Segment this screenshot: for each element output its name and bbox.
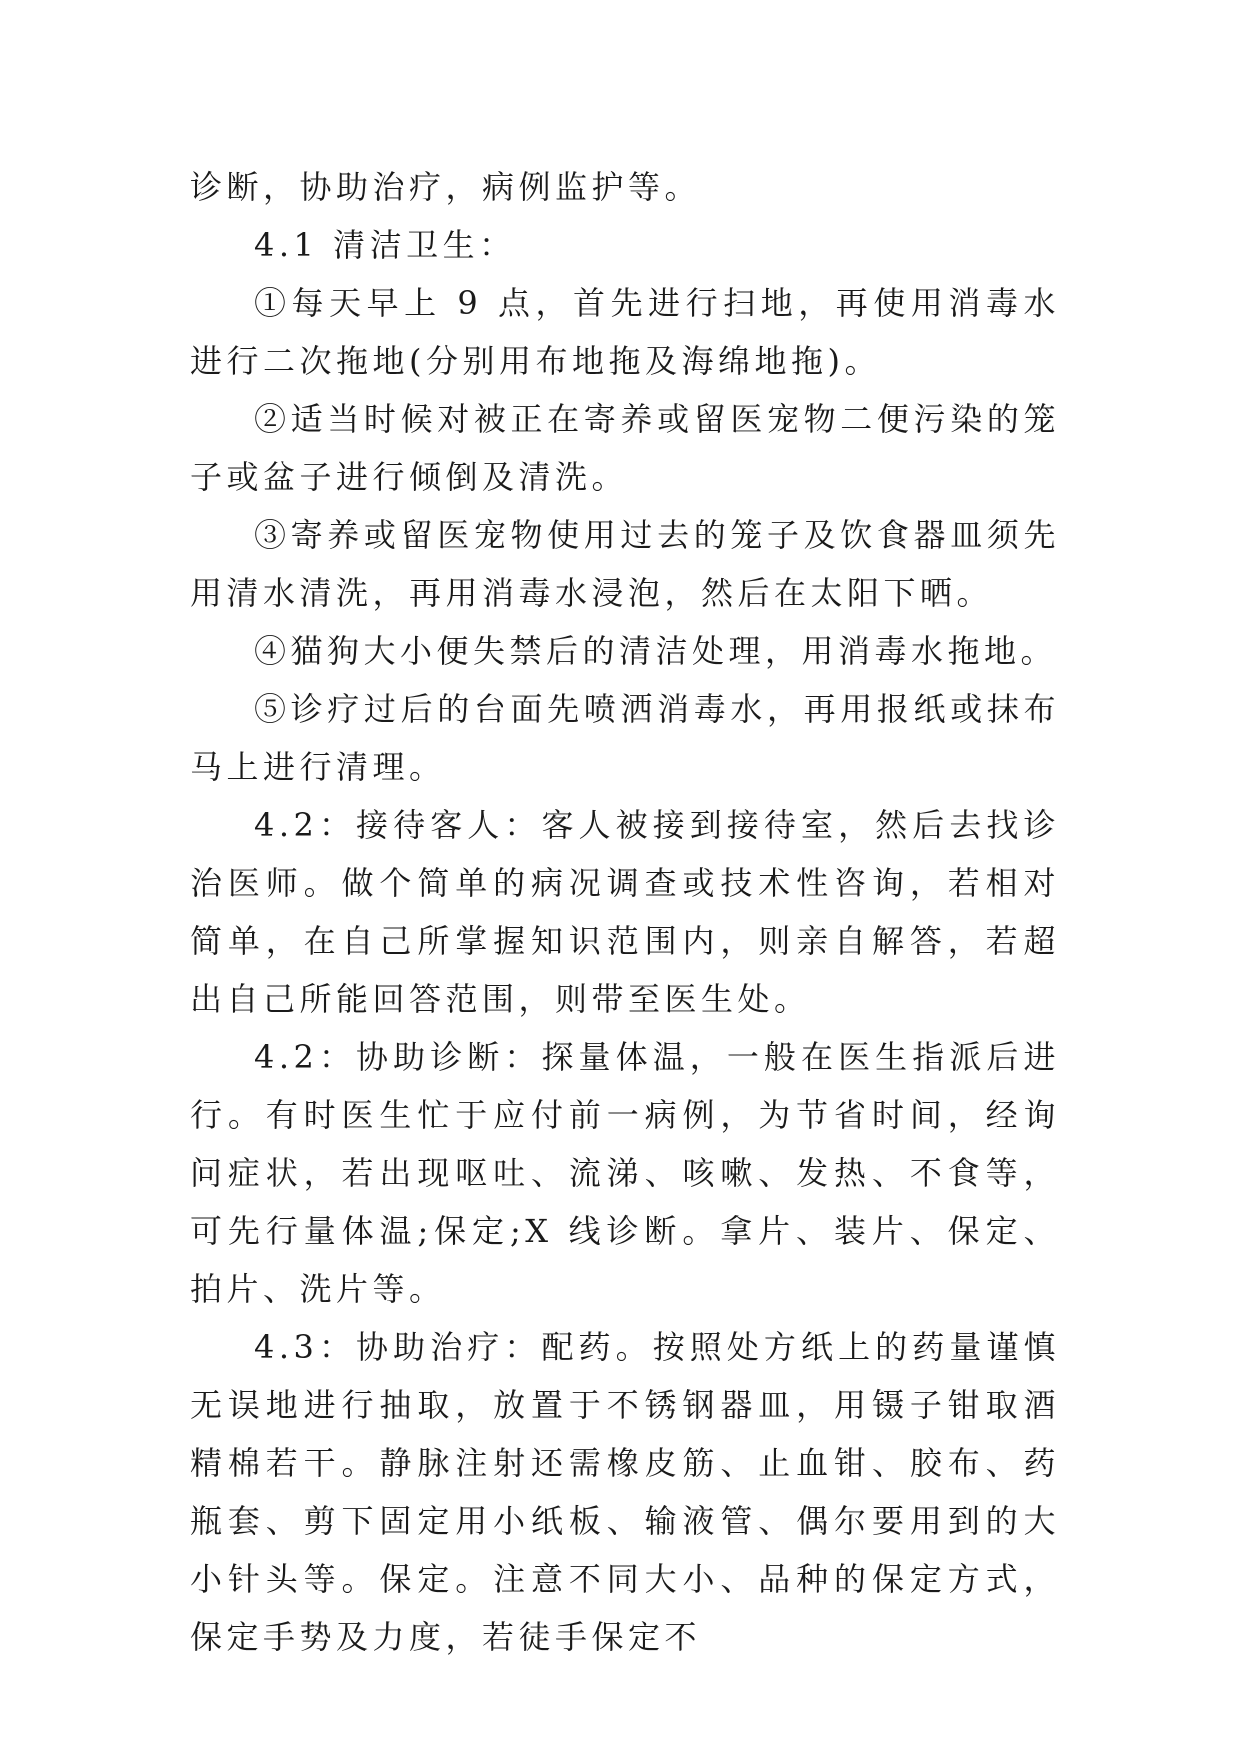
paragraph: ②适当时候对被正在寄养或留医宠物二便污染的笼子或盆子进行倾倒及清洗。 <box>190 400 1060 496</box>
paragraph: ⑤诊疗过后的台面先喷洒消毒水，再用报纸或抹布马上进行清理。 <box>190 690 1060 786</box>
document-body <box>190 158 1060 1666</box>
section-heading: 4.1 清洁卫生： <box>254 226 516 264</box>
paragraph: 诊断，协助治疗，病例监护等。 <box>190 168 702 206</box>
paragraph: 4.2：协助诊断：探量体温，一般在医生指派后进行。有时医生忙于应付前一病例，为节省时间，经询问症状，若出现呕吐、流涕、咳嗽、发热、不食等，可先行量体温;保定;X 线诊断。拿片、装片、保定、拍片、洗片等。 <box>190 1038 1060 1308</box>
paragraph: ④猫狗大小便失禁后的清洁处理，用消毒水拖地。 <box>254 632 1058 670</box>
paragraph: 4.2：接待客人：客人被接到接待室，然后去找诊治医师。做个简单的病况调查或技术性咨询，若相对简单，在自己所掌握知识范围内，则亲自解答，若超出自己所能回答范围，则带至医生处。 <box>190 806 1060 1018</box>
paragraph: ③寄养或留医宠物使用过去的笼子及饮食器皿须先用清水清洗，再用消毒水浸泡，然后在太阳下晒。 <box>190 516 1060 612</box>
paragraph: 4.3：协助治疗：配药。按照处方纸上的药量谨慎无误地进行抽取，放置于不锈钢器皿，用镊子钳取酒精棉若干。静脉注射还需橡皮筋、止血钳、胶布、药瓶套、剪下固定用小纸板、输液管、偶尔要用到的大小针头等。保定。注意不同大小、品种的保定方式，保定手势及力度，若徒手保定不 <box>190 1328 1060 1656</box>
paragraph: ①每天早上 9 点，首先进行扫地，再使用消毒水进行二次拖地(分别用布地拖及海绵地拖)。 <box>190 284 1060 380</box>
